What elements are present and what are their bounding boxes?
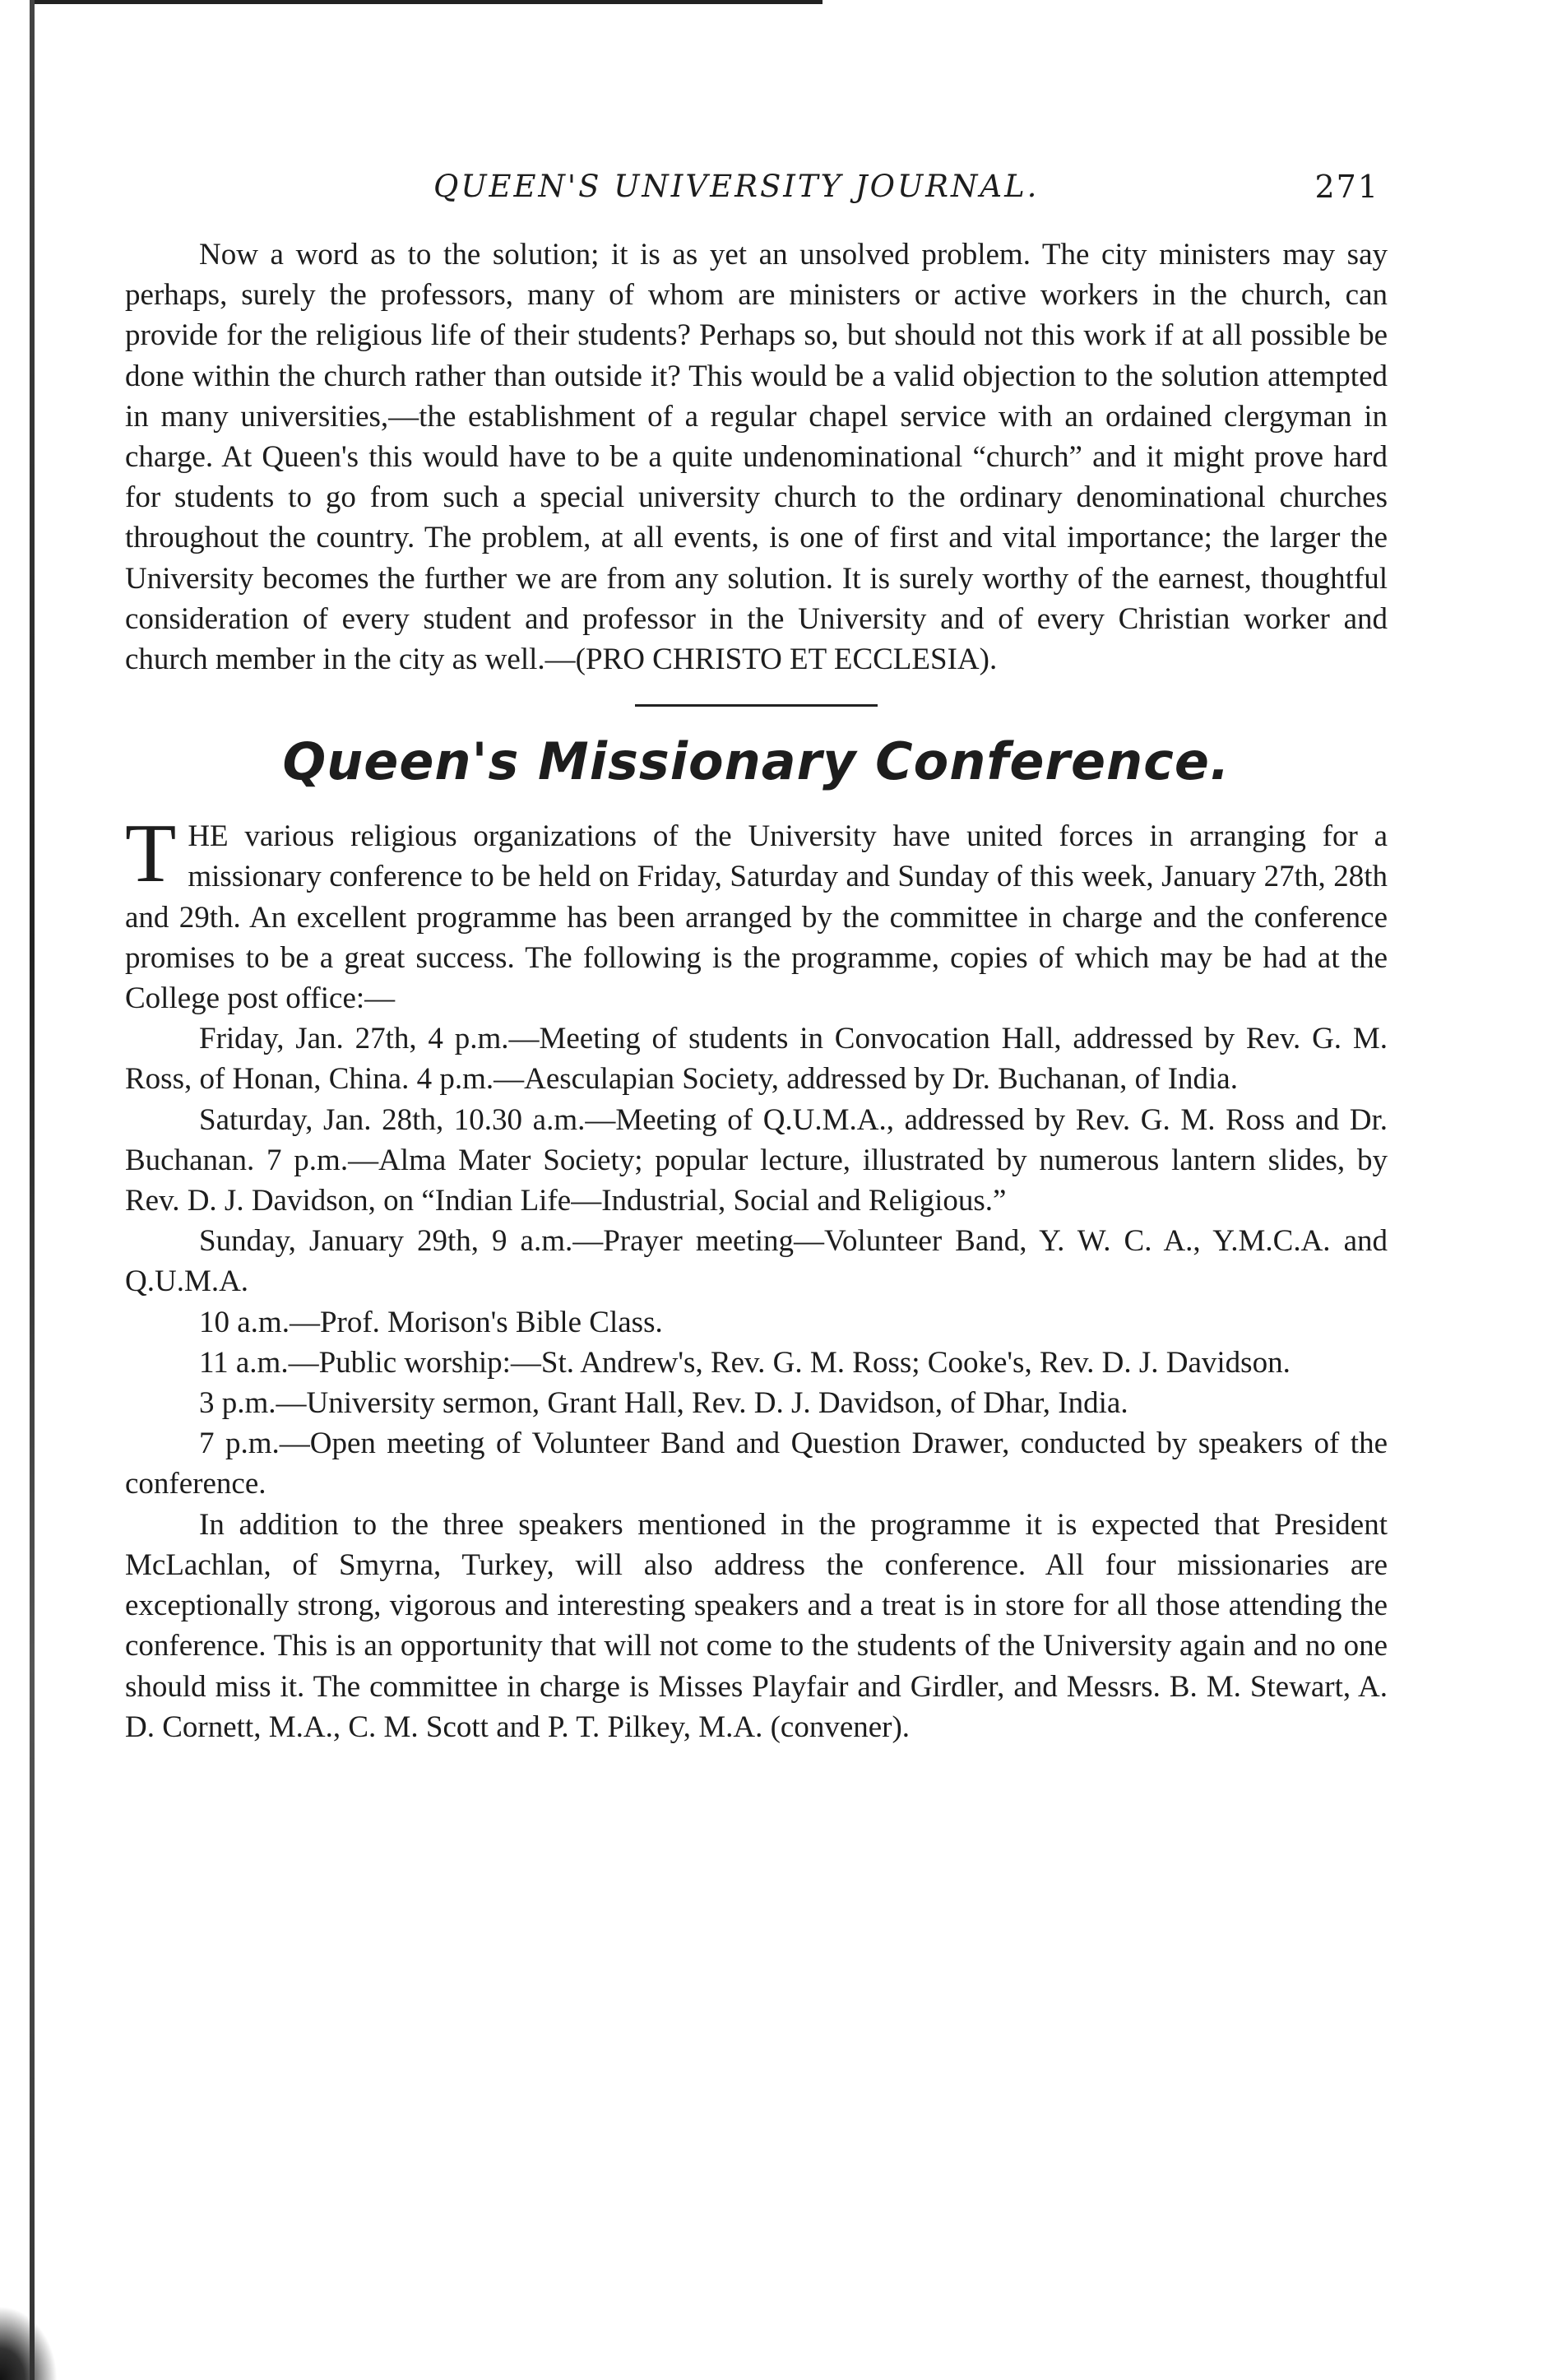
section-divider (635, 704, 878, 707)
programme-sunday-11am: 11 a.m.—Public worship:—St. Andrew's, Rev. G. M. Ross; Cooke's, Rev. D. J. Davidson. (199, 1345, 1291, 1380)
journal-page (125, 160, 1388, 1747)
binding-edge (30, 0, 35, 2380)
closing-paragraph: In addition to the three speakers mentioned in the programme it is expected that President McLachlan, of Smyrna, Turkey, will also address the conference. All four missionaries are exceptionally strong, vigorous and interesting speakers and a treat is in store for all those attending the conference. This is an opportunity that will not come to the students of the University again and no one should miss it. The committee in charge is Misses Playfair and Girdler, and Messrs. B. M. Stewart, A. D. Cornett, M.A., C. M. Scott and P. T. Pilkey, M.A. (convener). (125, 1507, 1388, 1744)
page-number: 271 (1314, 169, 1379, 205)
programme-sunday-10am: 10 a.m.—Prof. Morison's Bible Class. (199, 1305, 663, 1339)
programme-sunday-3pm: 3 p.m.—University sermon, Grant Hall, Rev. D. J. Davidson, of Dhar, India. (199, 1386, 1128, 1421)
programme-saturday: Saturday, Jan. 28th, 10.30 a.m.—Meeting of Q.U.M.A., addressed by Rev. G. M. Ross and Dr. Buchanan. 7 p.m.—Alma Mater Society; popular lecture, illustrated by numerous lantern slides, by Rev. D. J. Davidson, on “Indian Life—Industrial, Social and Religious.” (125, 1102, 1388, 1218)
programme-sunday: Sunday, January 29th, 9 a.m.—Prayer meeting—Volunteer Band, Y. W. C. A., Y.M.C.A. and Q.U.M.A. (125, 1224, 1388, 1299)
top-edge-rule (33, 0, 823, 4)
scan-corner-shadow (0, 2306, 58, 2380)
drop-cap-letter: T (125, 807, 177, 901)
programme-sunday-7pm: 7 p.m.—Open meeting of Volunteer Band and Question Drawer, conducted by speakers of the conference. (125, 1427, 1388, 1501)
intro-paragraph: HE various religious organizations of the University have united forces in arranging for a missionary conference to be held on Friday, Saturday and Sunday of this week, January 27th, 28th and 29th. An excellent programme has been arranged by the committee in charge and the conference promises to be a great success. The following is the programme, copies of which may be had at the College post office:— (125, 819, 1388, 1016)
running-header (125, 160, 1388, 218)
article-intro (125, 807, 1388, 1018)
journal-title: QUEEN'S UNIVERSITY JOURNAL. (433, 169, 1040, 204)
continued-article-paragraph: Now a word as to the solution; it is as yet an unsolved problem. The city ministers may say perhaps, surely the professors, many of whom are ministers or active workers in the church, can provide for the religious life of their students? Perhaps so, but should not this work if at all possible be done within the church rather than outside it? This would be a valid objection to the solution attempted in many universities,—the establishment of a regular chapel service with an ordained clergyman in charge. At Queen's this would have to be a quite undenominational “church” and it might prove hard for students to go from such a special university church to the ordinary denominational churches throughout the country. The problem, at all events, is one of first and vital importance; the larger the University becomes the further we are from any solution. It is surely worthy of the earnest, thoughtful consideration of every student and professor in the University and of every Christian worker and church member in the city as well.—(PRO CHRISTO ET ECCLESIA). (125, 238, 1388, 677)
article-title: Queen's Missionary Conference. (282, 731, 1230, 792)
programme-friday: Friday, Jan. 27th, 4 p.m.—Meeting of students in Convocation Hall, addressed by Rev. G. M. Ross, of Honan, China. 4 p.m.—Aesculapian Society, addressed by Dr. Buchanan, of India. (125, 1022, 1388, 1097)
